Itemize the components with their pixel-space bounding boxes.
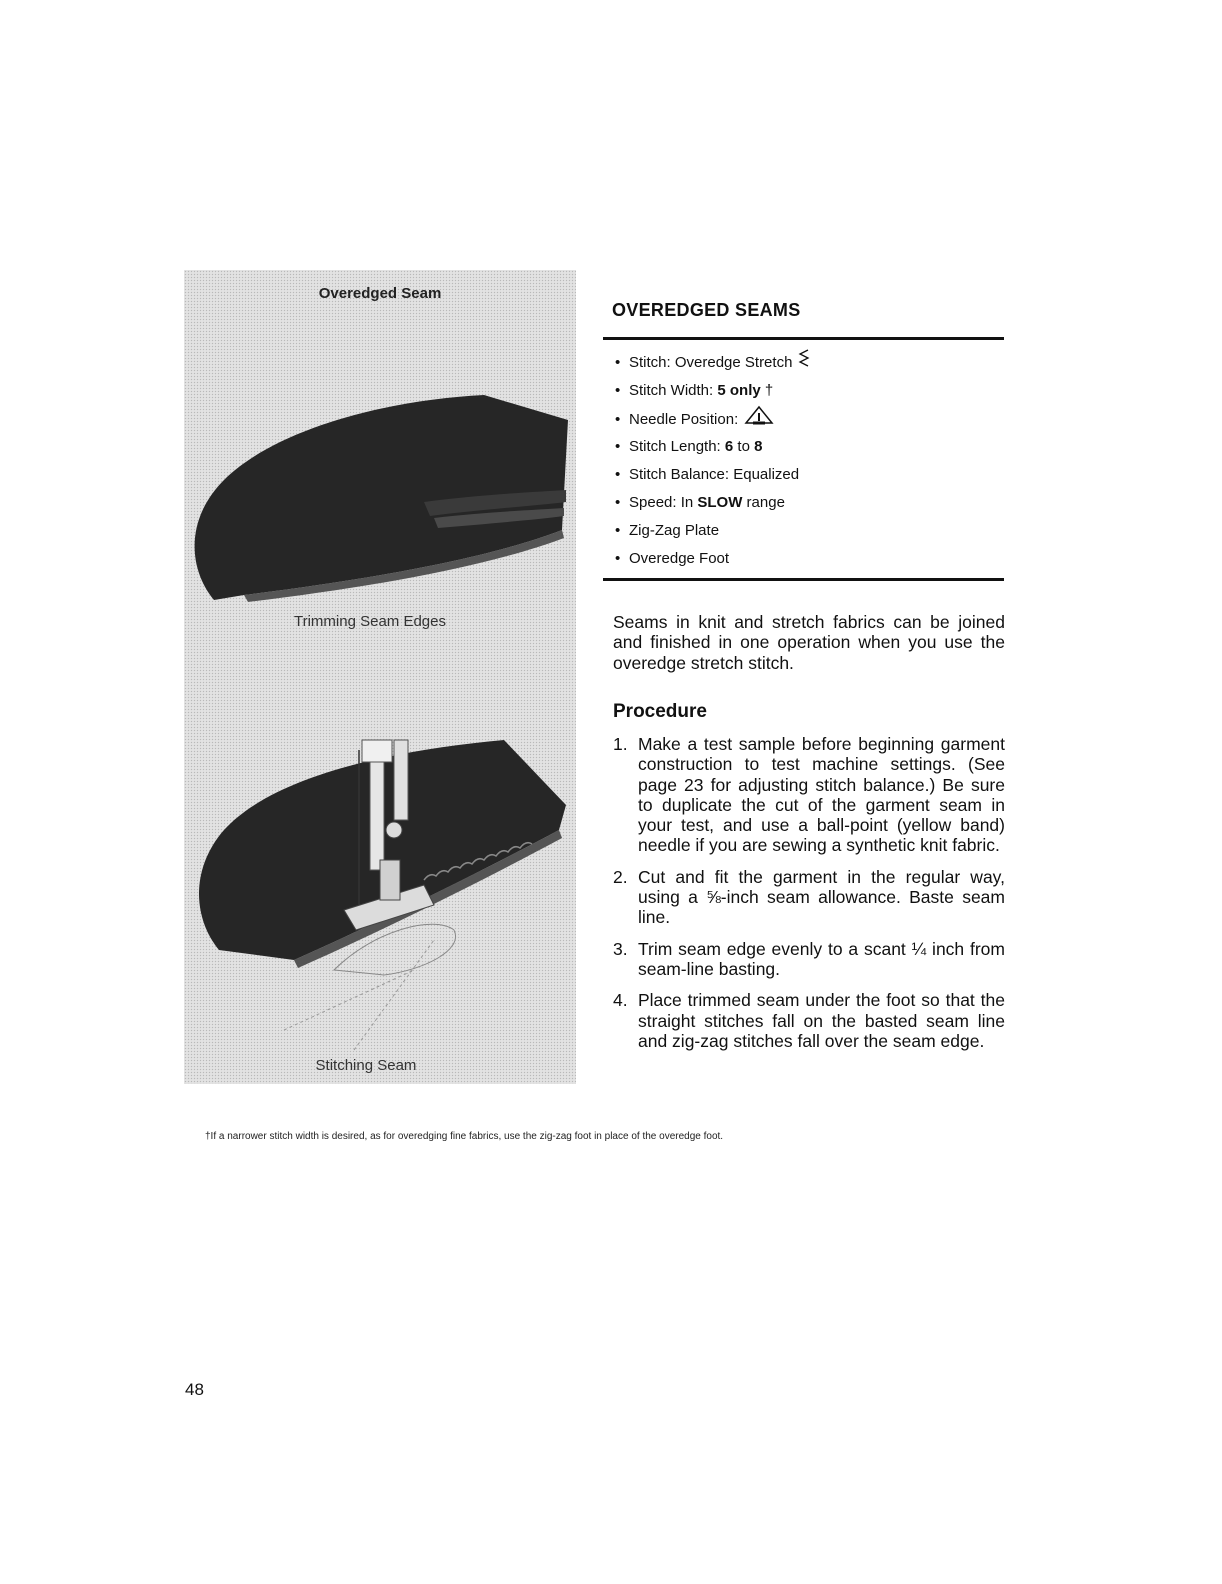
procedure-step: 1. Make a test sample before beginning garment construction to test machine settings. (See page 23 for adjusting stitch balance.) Be sure to duplicate the cut of the garment seam in your test, and use a ball-point (yellow band) needle if you are sewing a synthetic knit fabric. xyxy=(613,734,1005,856)
illustration-panel xyxy=(184,270,576,1084)
page-number: 48 xyxy=(185,1380,204,1399)
setting-stitch-width: • Stitch Width: 5 only † xyxy=(615,382,774,399)
settings-list xyxy=(615,349,810,573)
setting-stitch-length: • Stitch Length: 6 to 8 xyxy=(615,438,763,455)
setting-needle-position: • Needle Position: xyxy=(615,405,810,433)
procedure-steps xyxy=(613,734,1005,1062)
figure-label-trimming: Trimming Seam Edges xyxy=(294,613,446,630)
procedure-step: 3. Trim seam edge evenly to a scant ¼ inch from seam-line basting. xyxy=(613,938,1005,979)
setting-speed: • Speed: In SLOW range xyxy=(615,494,785,511)
needle-position-center-icon xyxy=(744,405,774,435)
procedure-step: 4. Place trimmed seam under the foot so that the straight stitches fall on the basted seam line and zig-zag stitches fall over the seam edge. xyxy=(613,990,1005,1051)
bottom-rule xyxy=(603,578,1004,581)
procedure-step: 2. Cut and fit the garment in the regular way, using a ⅝-inch seam allowance. Baste seam line. xyxy=(613,866,1005,928)
top-rule xyxy=(603,337,1004,340)
intro-paragraph: Seams in knit and stretch fabrics can be joined and finished in one operation when you use the overedge stretch stitch. xyxy=(613,612,1005,673)
figure-label-stitching: Stitching Seam xyxy=(315,1057,417,1074)
section-title: OVEREDGED SEAMS xyxy=(612,300,801,320)
trimmed-fabric-illustration xyxy=(195,395,568,602)
setting-stitch: • Stitch: Overedge Stretch xyxy=(615,349,810,377)
setting-foot: • Overedge Foot xyxy=(615,550,730,567)
seam-illustration xyxy=(184,270,576,1084)
stitching-fabric-illustration xyxy=(199,740,566,1050)
overedge-stretch-stitch-icon xyxy=(798,349,810,377)
procedure-heading: Procedure xyxy=(613,701,707,722)
figure-label-overedged-seam: Overedged Seam xyxy=(318,285,442,302)
footnote: †If a narrower stitch width is desired, as for overedging fine fabrics, use the zig-zag foot in place of the overedge foot. xyxy=(205,1131,724,1142)
instructions-column xyxy=(603,300,1005,1051)
setting-stitch-balance: • Stitch Balance: Equalized xyxy=(615,466,800,483)
setting-plate: • Zig-Zag Plate xyxy=(615,522,720,539)
